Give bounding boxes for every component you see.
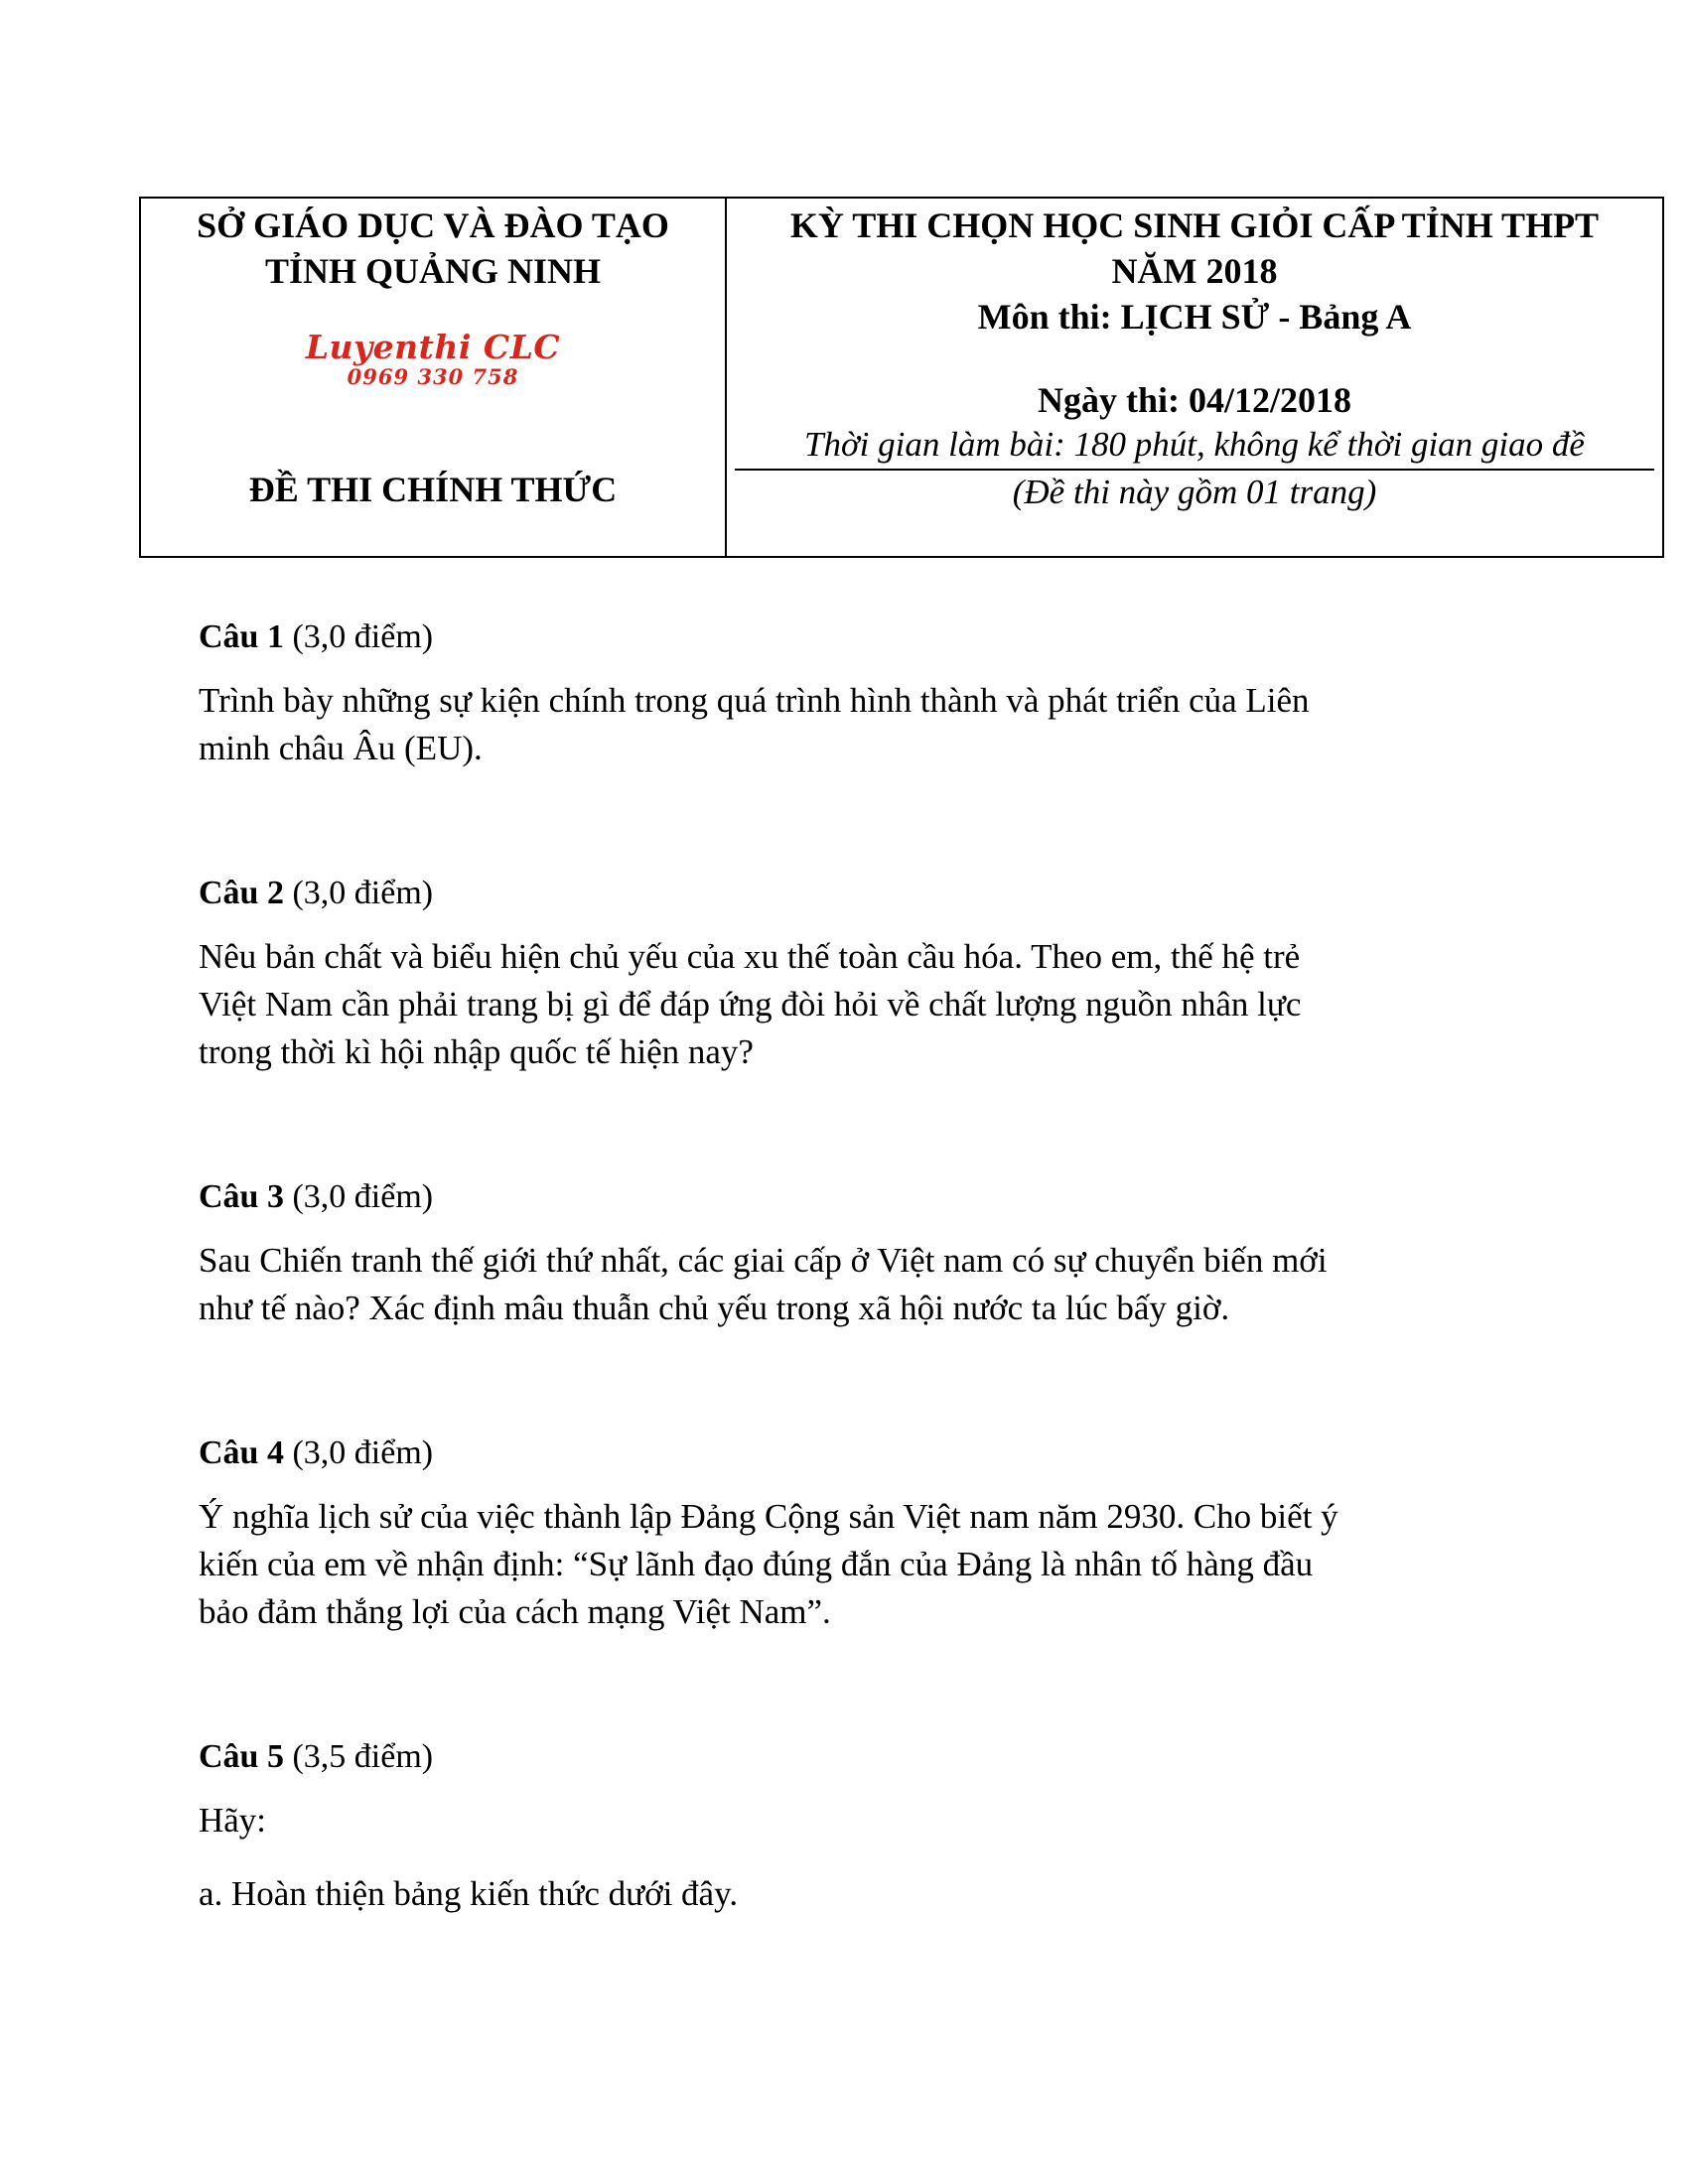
question-subpart: a. Hoàn thiện bảng kiến thức dưới đây. bbox=[199, 1874, 739, 1913]
question-item bbox=[199, 615, 1489, 872]
question-heading bbox=[199, 1735, 1489, 1779]
question-points: (3,0 điểm) bbox=[292, 1434, 434, 1471]
org-line-2: TỈNH QUẢNG NINH bbox=[264, 251, 602, 291]
page-count-note: (Đề thi này gồm 01 trang) bbox=[1012, 473, 1377, 511]
question-points: (3,0 điểm) bbox=[292, 875, 434, 911]
question-points: (3,0 điểm) bbox=[292, 1178, 434, 1215]
question-label: Câu 1 bbox=[199, 618, 284, 655]
question-item bbox=[199, 1735, 1489, 1918]
exam-header-table bbox=[139, 197, 1664, 558]
question-item bbox=[199, 872, 1489, 1175]
logo-phone: 0969 330 758 bbox=[347, 364, 519, 389]
exam-title-block bbox=[727, 203, 1662, 340]
question-label: Câu 2 bbox=[199, 875, 284, 911]
question-text: Trình bày những sự kiện chính trong quá trình hình thành và phát triển của Liên minh châu Âu (EU). bbox=[199, 681, 1310, 767]
question-text: Ý nghĩa lịch sử của việc thành lập Đảng Cộng sản Việt nam năm 2930. Cho biết ý kiến của em về nhận định: “Sự lãnh đạo đúng đắn của Đảng là nhân tố hàng đầu bảo đảm thắng lợi của cách mạng Việt Nam”. bbox=[199, 1497, 1338, 1631]
question-heading bbox=[199, 872, 1489, 915]
question-text: Hãy: bbox=[199, 1801, 267, 1840]
question-list bbox=[199, 615, 1489, 1918]
question-points: (3,0 điểm) bbox=[292, 618, 434, 655]
exam-subject: Môn thi: LỊCH SỬ - Bảng A bbox=[977, 297, 1412, 337]
exam-title-line-2: NĂM 2018 bbox=[1111, 251, 1278, 291]
question-heading bbox=[199, 615, 1489, 659]
question-label: Câu 5 bbox=[199, 1738, 284, 1775]
exam-date: Ngày thi: 04/12/2018 bbox=[1037, 380, 1351, 420]
question-item bbox=[199, 1432, 1489, 1735]
exam-title-line-1: KỲ THI CHỌN HỌC SINH GIỎI CẤP TỈNH THPT bbox=[789, 205, 1600, 245]
question-text: Nêu bản chất và biểu hiện chủ yếu của xu thế toàn cầu hóa. Theo em, thế hệ trẻ Việt Nam cần phải trang bị gì để đáp ứng đòi hỏi về chất lượng nguồn nhân lực trong thời kì hội nhập quốc tế hiện nay? bbox=[199, 937, 1302, 1071]
question-heading bbox=[199, 1432, 1489, 1475]
question-label: Câu 3 bbox=[199, 1178, 284, 1215]
logo-name: Luyenthi CLC bbox=[305, 328, 561, 366]
question-points: (3,5 điểm) bbox=[292, 1738, 434, 1775]
question-text: Sau Chiến tranh thế giới thứ nhất, các giai cấp ở Việt nam có sự chuyển biến mới như tế nào? Xác định mâu thuẫn chủ yếu trong xã hội nước ta lúc bấy giờ. bbox=[199, 1241, 1328, 1327]
header-right-cell bbox=[727, 199, 1662, 556]
exam-duration: Thời gian làm bài: 180 phút, không kể thời gian giao đề bbox=[804, 425, 1585, 464]
official-exam-label: ĐỀ THI CHÍNH THỨC bbox=[248, 470, 618, 509]
org-line-1: SỞ GIÁO DỤC VÀ ĐÀO TẠO bbox=[197, 205, 669, 245]
question-label: Câu 4 bbox=[199, 1434, 284, 1471]
question-heading bbox=[199, 1175, 1489, 1219]
issuing-organization bbox=[141, 203, 725, 294]
question-item bbox=[199, 1175, 1489, 1432]
header-left-cell bbox=[141, 199, 727, 556]
watermark-logo bbox=[141, 330, 725, 389]
